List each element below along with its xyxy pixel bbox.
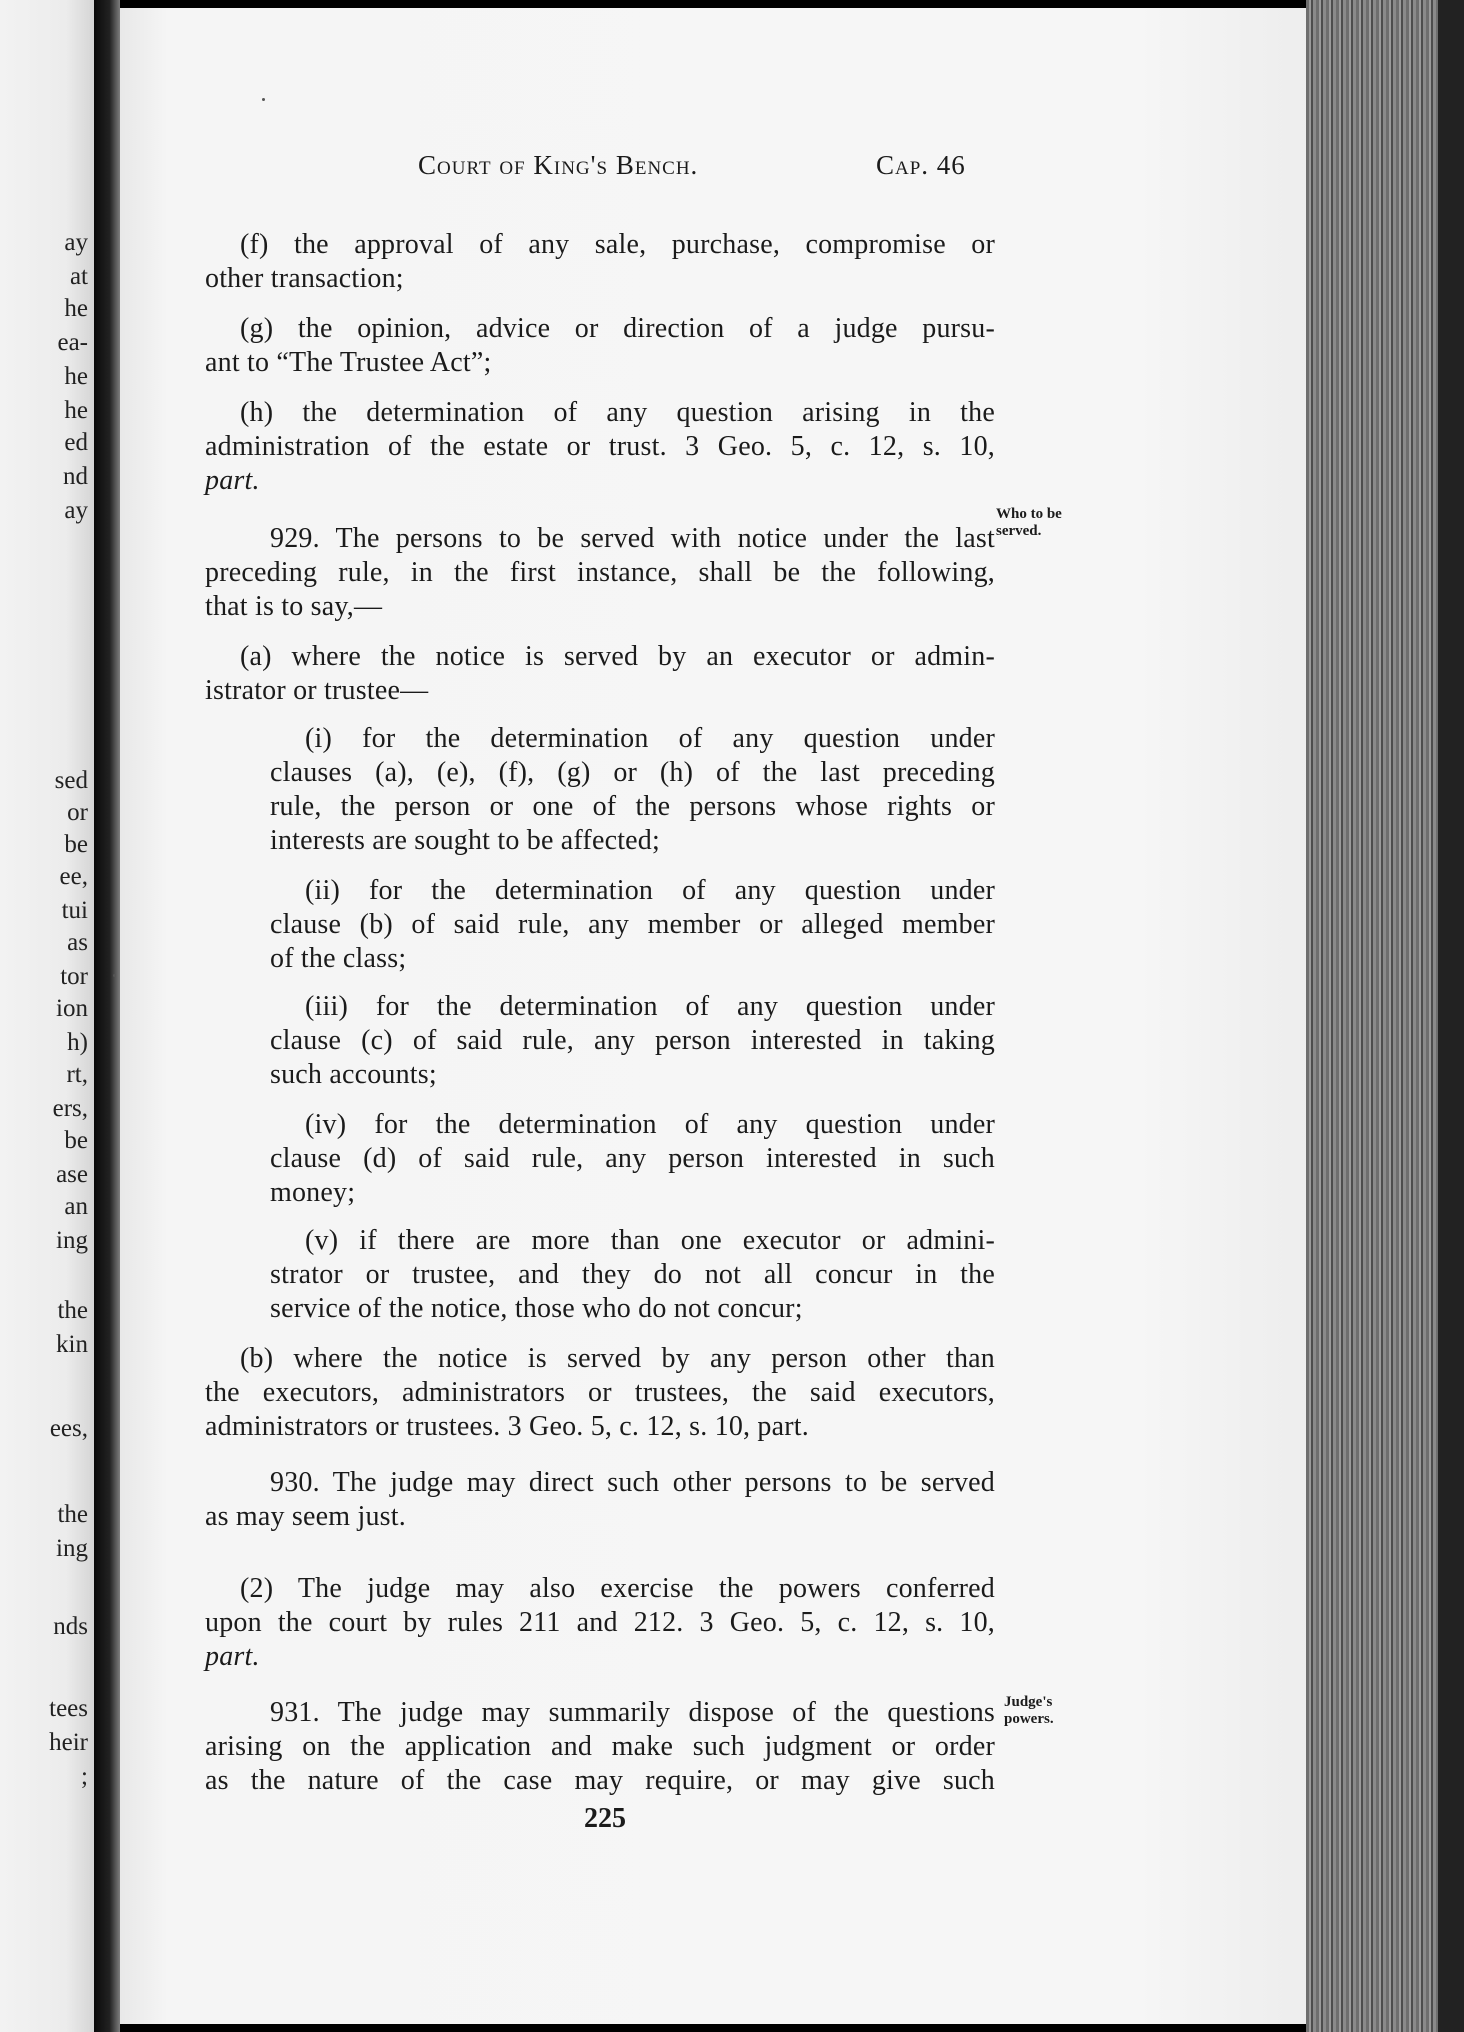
- facing-page-text: ase: [56, 1161, 88, 1188]
- text-line: clause (b) of said rule, any member or alleged member: [270, 909, 995, 940]
- facing-page-text: the: [57, 1297, 88, 1324]
- facing-page-text: ed: [64, 429, 88, 456]
- facing-page-text: nds: [53, 1613, 88, 1640]
- facing-page-text: tor: [60, 963, 88, 990]
- facing-page-text: or: [67, 799, 88, 826]
- facing-page-text: ers,: [52, 1095, 88, 1122]
- text-line: administration of the estate or trust. 3 Geo. 5, c. 12, s. 10,: [205, 431, 995, 462]
- facing-page-text: tees: [49, 1695, 88, 1722]
- facing-page-text: he: [64, 295, 88, 322]
- text-line: (f) the approval of any sale, purchase, compromise or: [240, 229, 995, 260]
- facing-page-text: heir: [49, 1729, 88, 1756]
- facing-page-text: ing: [56, 1535, 88, 1562]
- text-line: (iii) for the determination of any question under: [305, 991, 995, 1022]
- page-edges: [1306, 0, 1464, 2032]
- text-line: (2) The judge may also exercise the powers conferred: [240, 1573, 995, 1604]
- facing-page-text: nd: [63, 463, 88, 490]
- text-line: clauses (a), (e), (f), (g) or (h) of the last preceding: [270, 757, 995, 788]
- text-line: 929. The persons to be served with notice under the last: [270, 523, 995, 554]
- text-line: clause (c) of said rule, any person interested in taking: [270, 1025, 995, 1056]
- facing-page-fragment: [0, 0, 94, 2032]
- text-line: such accounts;: [270, 1059, 437, 1090]
- text-line: part.: [205, 465, 260, 496]
- text-line: clause (d) of said rule, any person interested in such: [270, 1143, 995, 1174]
- text-line: interests are sought to be affected;: [270, 825, 660, 856]
- facing-page-text: ees,: [49, 1415, 88, 1442]
- facing-page-text: kin: [56, 1331, 88, 1358]
- book-gutter: [94, 0, 120, 2032]
- text-line: 931. The judge may summarily dispose of the questions: [270, 1697, 995, 1728]
- text-line: rule, the person or one of the persons whose rights or: [270, 791, 995, 822]
- text-line: upon the court by rules 211 and 212. 3 Geo. 5, c. 12, s. 10,: [205, 1607, 995, 1638]
- margin-note-judges-powers: Judge's powers.: [1004, 1694, 1054, 1727]
- facing-page-text: he: [64, 363, 88, 390]
- text-line: part.: [205, 1641, 260, 1672]
- facing-page-text: he: [64, 397, 88, 424]
- page-number: 225: [584, 1803, 626, 1834]
- facing-page-text: sed: [54, 767, 88, 794]
- text-line: service of the notice, those who do not concur;: [270, 1293, 803, 1324]
- running-title: Court of King's Bench.: [418, 150, 699, 180]
- text-line: preceding rule, in the first instance, shall be the following,: [205, 557, 995, 588]
- text-line: of the class;: [270, 943, 407, 974]
- text-line: (b) where the notice is served by any person other than: [240, 1343, 995, 1374]
- text-line: other transaction;: [205, 263, 404, 294]
- facing-page-text: as: [67, 929, 88, 956]
- text-line: money;: [270, 1177, 356, 1208]
- facing-page-text: ;: [81, 1763, 88, 1790]
- facing-page-text: ea-: [57, 329, 88, 356]
- text-line: as may seem just.: [205, 1501, 406, 1532]
- facing-page-text: an: [64, 1193, 88, 1220]
- facing-page-text: at: [69, 263, 88, 290]
- margin-note-who-to-be-served: Who to be served.: [996, 506, 1062, 539]
- text-line: (iv) for the determination of any question under: [305, 1109, 995, 1140]
- text-line: (h) the determination of any question arising in the: [240, 397, 995, 428]
- text-line: the executors, administrators or trustees, the said executors,: [205, 1377, 995, 1408]
- text-line: that is to say,—: [205, 591, 383, 622]
- facing-page-text: ay: [64, 229, 88, 256]
- facing-page-text: be: [64, 1127, 88, 1154]
- text-line: as the nature of the case may require, or may give such: [205, 1765, 995, 1796]
- speck: [113, 974, 116, 977]
- text-line: ant to “The Trustee Act”;: [205, 347, 492, 378]
- facing-page-text: h): [67, 1029, 88, 1056]
- text-line: strator or trustee, and they do not all concur in the: [270, 1259, 995, 1290]
- text-line: 930. The judge may direct such other persons to be served: [270, 1467, 995, 1498]
- facing-page-text: ee,: [59, 863, 88, 890]
- text-line: (a) where the notice is served by an executor or admin-: [240, 641, 995, 672]
- text-line: (i) for the determination of any question under: [305, 723, 995, 754]
- text-line: istrator or trustee—: [205, 675, 429, 706]
- text-line: (v) if there are more than one executor or admini-: [305, 1225, 995, 1256]
- facing-page-text: tui: [61, 897, 88, 924]
- facing-page-text: ing: [56, 1227, 88, 1254]
- facing-page-text: be: [64, 831, 88, 858]
- text-line: administrators or trustees. 3 Geo. 5, c. 12, s. 10, part.: [205, 1411, 809, 1442]
- chapter-number: Cap. 46: [876, 150, 966, 180]
- facing-page-text: ion: [56, 995, 88, 1022]
- text-line: (g) the opinion, advice or direction of a judge pursu-: [240, 313, 995, 344]
- facing-page-text: rt,: [66, 1061, 88, 1088]
- text-line: arising on the application and make such judgment or order: [205, 1731, 995, 1762]
- facing-page-text: the: [57, 1501, 88, 1528]
- speck: [262, 98, 265, 101]
- text-line: (ii) for the determination of any question under: [305, 875, 995, 906]
- facing-page-text: ay: [64, 497, 88, 524]
